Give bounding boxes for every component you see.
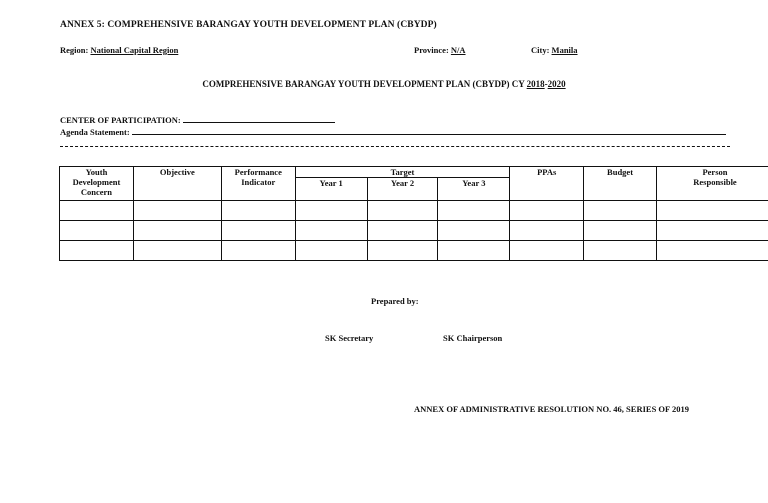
table-row	[60, 221, 768, 241]
plan-year-dash: -	[544, 79, 548, 89]
agenda-statement-blank[interactable]	[132, 126, 726, 135]
province-field	[414, 45, 466, 55]
city-label: City:	[531, 45, 550, 55]
table-cell[interactable]	[60, 241, 134, 261]
table-cell[interactable]	[510, 241, 584, 261]
table-cell[interactable]	[60, 201, 134, 221]
sk-chairperson-label: SK Chairperson	[443, 333, 503, 343]
agenda-statement	[60, 126, 726, 137]
plan-title	[0, 79, 768, 89]
annex-title: ANNEX 5: COMPREHENSIVE BARANGAY YOUTH DEVELOPMENT PLAN (CBYDP)	[60, 20, 437, 30]
city-value: Manila	[551, 45, 578, 55]
center-of-participation-label: CENTER OF PARTICIPATION:	[60, 115, 181, 125]
table-cell[interactable]	[656, 201, 768, 221]
table-cell[interactable]	[367, 201, 438, 221]
header-year-1: Year 1	[295, 178, 367, 201]
table-cell[interactable]	[221, 221, 295, 241]
table-cell[interactable]	[584, 201, 657, 221]
prepared-by-label: Prepared by:	[371, 296, 419, 306]
footer-resolution: ANNEX OF ADMINISTRATIVE RESOLUTION NO. 46, SERIES OF 2019	[414, 404, 690, 414]
header-year-3: Year 3	[438, 178, 510, 201]
header-year-2: Year 2	[367, 178, 438, 201]
center-of-participation-blank[interactable]	[183, 114, 335, 123]
table-row	[60, 241, 768, 261]
table-cell[interactable]	[221, 241, 295, 261]
table-row	[60, 201, 768, 221]
table-cell[interactable]	[656, 221, 768, 241]
table-cell[interactable]	[367, 241, 438, 261]
header-objective: Objective	[133, 167, 221, 201]
city-field	[531, 45, 578, 55]
table-cell[interactable]	[295, 241, 367, 261]
cbydp-table	[59, 166, 768, 261]
sk-secretary-label: SK Secretary	[325, 333, 374, 343]
table-cell[interactable]	[133, 241, 221, 261]
plan-year-start: 2018	[526, 79, 545, 89]
table-cell[interactable]	[584, 241, 657, 261]
table-cell[interactable]	[438, 241, 510, 261]
table-cell[interactable]	[221, 201, 295, 221]
table-cell[interactable]	[367, 221, 438, 241]
header-performance-indicator: Performance Indicator	[221, 167, 295, 201]
table-cell[interactable]	[656, 241, 768, 261]
table-cell[interactable]	[510, 221, 584, 241]
table-cell[interactable]	[295, 201, 367, 221]
region-label: Region:	[60, 45, 89, 55]
header-target: Target	[295, 167, 510, 178]
header-person-responsible: Person Responsible	[656, 167, 768, 201]
table-cell[interactable]	[584, 221, 657, 241]
table-cell[interactable]	[438, 221, 510, 241]
agenda-statement-label: Agenda Statement:	[60, 127, 130, 137]
header-budget: Budget	[584, 167, 657, 201]
province-label: Province:	[414, 45, 449, 55]
region-field	[60, 45, 178, 55]
table-cell[interactable]	[438, 201, 510, 221]
plan-year-end: 2020	[547, 79, 566, 89]
agenda-continuation-line	[60, 146, 730, 147]
table-cell[interactable]	[133, 201, 221, 221]
table-cell[interactable]	[60, 221, 134, 241]
center-of-participation	[60, 114, 335, 125]
plan-title-prefix: COMPREHENSIVE BARANGAY YOUTH DEVELOPMENT PLAN (CBYDP) CY	[202, 79, 527, 89]
table-cell[interactable]	[510, 201, 584, 221]
table-cell[interactable]	[295, 221, 367, 241]
province-value: N/A	[450, 45, 466, 55]
header-youth-development-concern: Youth Development Concern	[60, 167, 134, 201]
region-value: National Capital Region	[90, 45, 179, 55]
header-ppas: PPAs	[510, 167, 584, 201]
table-cell[interactable]	[133, 221, 221, 241]
